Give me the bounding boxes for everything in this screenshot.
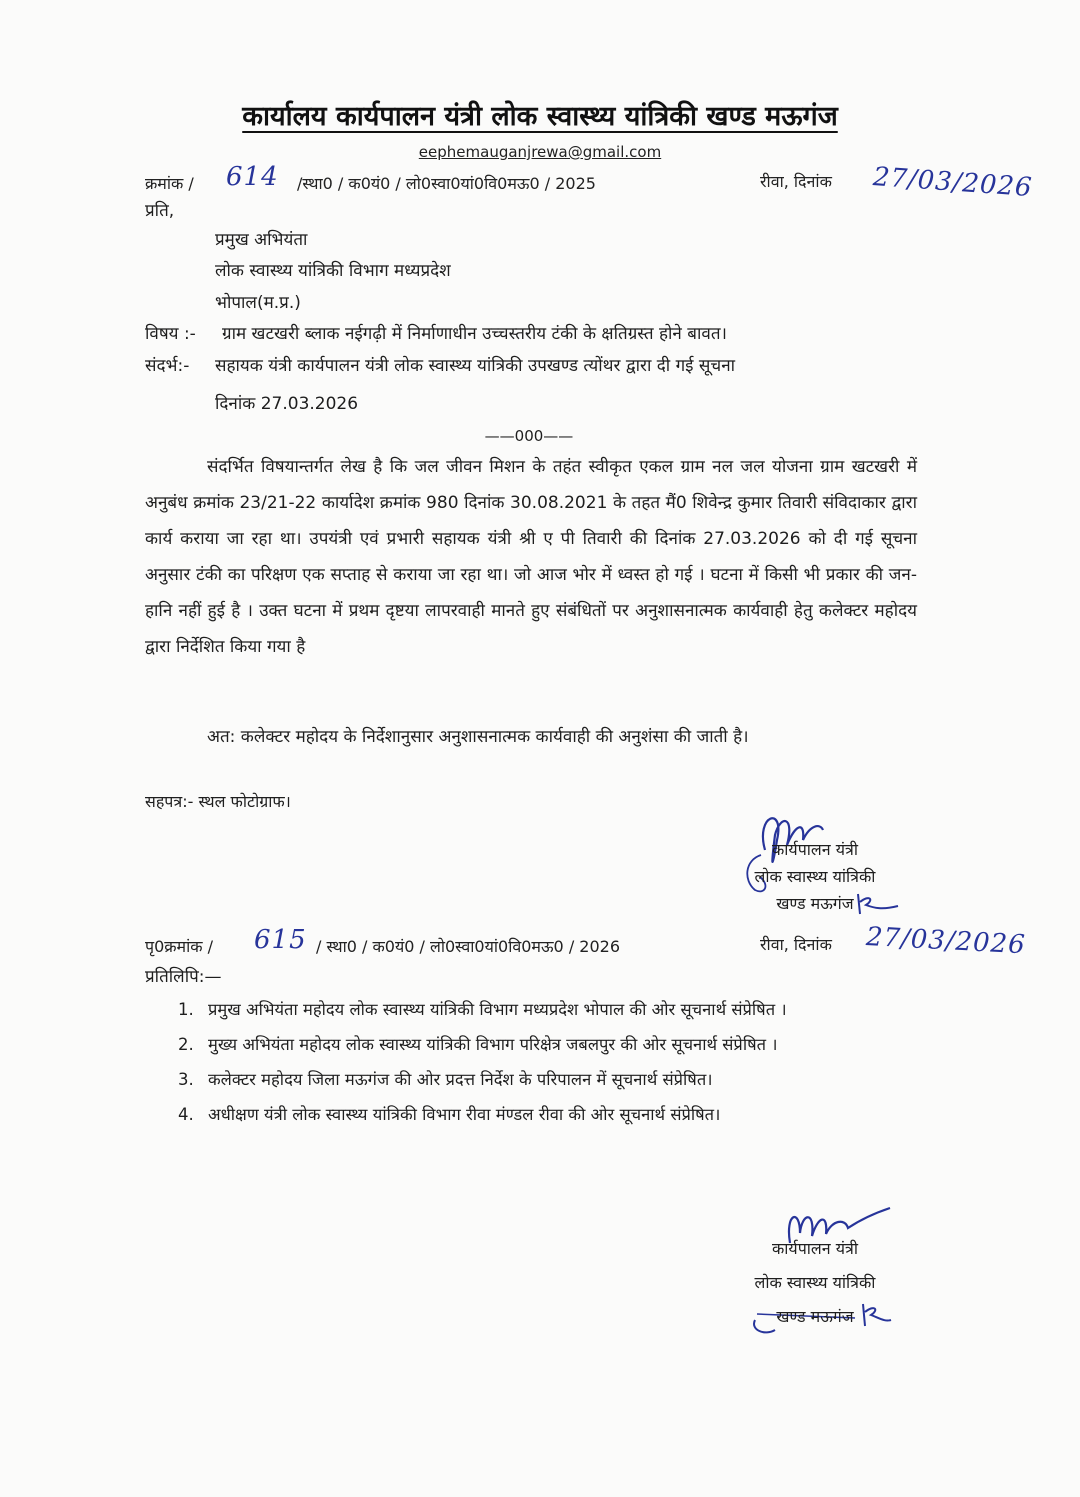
signature-1-department: लोक स्वास्थ्य यांत्रिकी xyxy=(754,867,876,886)
signature-2-department: लोक स्वास्थ्य यांत्रिकी xyxy=(754,1273,876,1292)
separator: ——000—— xyxy=(484,427,574,445)
place-date-label: रीवा, दिनांक xyxy=(760,172,832,191)
addressee-line3: भोपाल(म.प्र.) xyxy=(215,293,301,313)
reference-label: संदर्भ:- xyxy=(145,356,190,376)
subject-label: विषय :- xyxy=(145,324,196,344)
reference-suffix: /स्था0 / क0यं0 / लो0स्वा0यां0वि0मऊ0 / 2025 xyxy=(297,174,596,193)
handwritten-date: 27/03/2026 xyxy=(871,162,1034,204)
handwritten-endorsement-date: 27/03/2026 xyxy=(865,922,1027,961)
body-paragraph-2: अत: कलेक्टर महोदय के निर्देशानुसार अनुशासनात्मक कार्यवाही की अनुशंसा की जाती है। xyxy=(207,727,749,747)
handwritten-letter-number: 614 xyxy=(226,162,279,192)
list-item: 4. अधीक्षण यंत्री लोक स्वास्थ्य यांत्रिकी विभाग रीवा मंण्डल रीवा की ओर सूचनार्थ संप्रेषित। xyxy=(178,1105,721,1124)
body-paragraph-1: संदर्भित विषयान्तर्गत लेख है कि जल जीवन मिशन के तहंत स्वीकृत एकल ग्राम नल जल योजना ग्राम खटखरी में अनुबंध क्रमांक 23/21-22 कार्यादेश क्रमांक 980 दिनांक 30.08.2021 के तहत मैं0 शिवेन्द्र कुमार तिवारी संविदाकार द्वारा कार्य कराया जा रहा था। उपयंत्री एवं प्रभारी सहायक यंत्री श्री ए पी तिवारी की दिनांक 27.03.2026 को दी गई सूचना अनुसार टंकी का परिक्षण एक सप्ताह से कराया जा रहा था। जो आज भोर में ध्वस्त हो गई । घटना में किसी भी प्रकार की जन-हानि नहीं हुई है । उक्त घटना में प्रथम दृष्टया लापरवाही मानते हुए संबंधितों पर अनुशासनात्मक कार्यवाही हेतु कलेक्टर महोदय द्वारा निर्देशित किया गया है xyxy=(145,457,917,657)
signature-2-designation: कार्यपालन यंत्री xyxy=(771,1239,858,1258)
reference-prefix: क्रमांक / xyxy=(145,174,194,193)
office-title: कार्यालय कार्यपालन यंत्री लोक स्वास्थ्य यांत्रिकी खण्ड मऊगंज xyxy=(242,101,838,132)
handwritten-endorsement-number: 615 xyxy=(254,925,307,955)
signature-1-division: खण्ड मऊगंज xyxy=(776,894,854,913)
reference-text: सहायक यंत्री कार्यपालन यंत्री लोक स्वास्थ्य यांत्रिकी उपखण्ड त्योंथर द्वारा दी गई सूचना xyxy=(215,356,736,376)
addressee-line2: लोक स्वास्थ्य यांत्रिकी विभाग मध्यप्रदेश xyxy=(215,261,451,281)
signature-block-2 xyxy=(725,1232,905,1334)
endorsement-prefix: पृ0क्रमांक / xyxy=(145,937,214,956)
reference-date: दिनांक 27.03.2026 xyxy=(215,394,359,414)
list-item: 1. प्रमुख अभियंता महोदय लोक स्वास्थ्य यांत्रिकी विभाग मध्यप्रदेश भोपाल की ओर सूचनार्थ संप्रेषित । xyxy=(178,1000,787,1019)
copy-to-label: प्रतिलिपि:— xyxy=(145,967,222,987)
prati-label: प्रति, xyxy=(145,201,175,221)
office-email: eephemauganjrewa@gmail.com xyxy=(418,143,662,161)
endorsement-place-date-label: रीवा, दिनांक xyxy=(760,935,832,954)
endorsement-suffix: / स्था0 / क0यं0 / लो0स्वा0यां0वि0मऊ0 / 2026 xyxy=(316,937,621,956)
signature-1-designation: कार्यपालन यंत्री xyxy=(771,840,858,859)
list-item: 2. मुख्य अभियंता महोदय लोक स्वास्थ्य यांत्रिकी विभाग परिक्षेत्र जबलपुर की ओर सूचनार्थ संप्रेषित । xyxy=(178,1035,778,1054)
signature-block-1 xyxy=(720,836,910,917)
subject-text: ग्राम खटखरी ब्लाक नईगढ़ी में निर्माणाधीन उच्चस्तरीय टंकी के क्षतिग्रस्त होने बावत। xyxy=(222,324,727,344)
addressee-line1: प्रमुख अभियंता xyxy=(215,230,308,250)
signature-2-division: खण्ड मऊगंज xyxy=(776,1307,854,1326)
enclosure-note: सहपत्र:- स्थल फोटोग्राफ। xyxy=(145,792,291,811)
list-item: 3. कलेक्टर महोदय जिला मऊगंज की ओर प्रदत्त निर्देश के परिपालन में सूचनार्थ संप्रेषित। xyxy=(178,1070,713,1089)
copy-to-list xyxy=(178,993,918,1133)
